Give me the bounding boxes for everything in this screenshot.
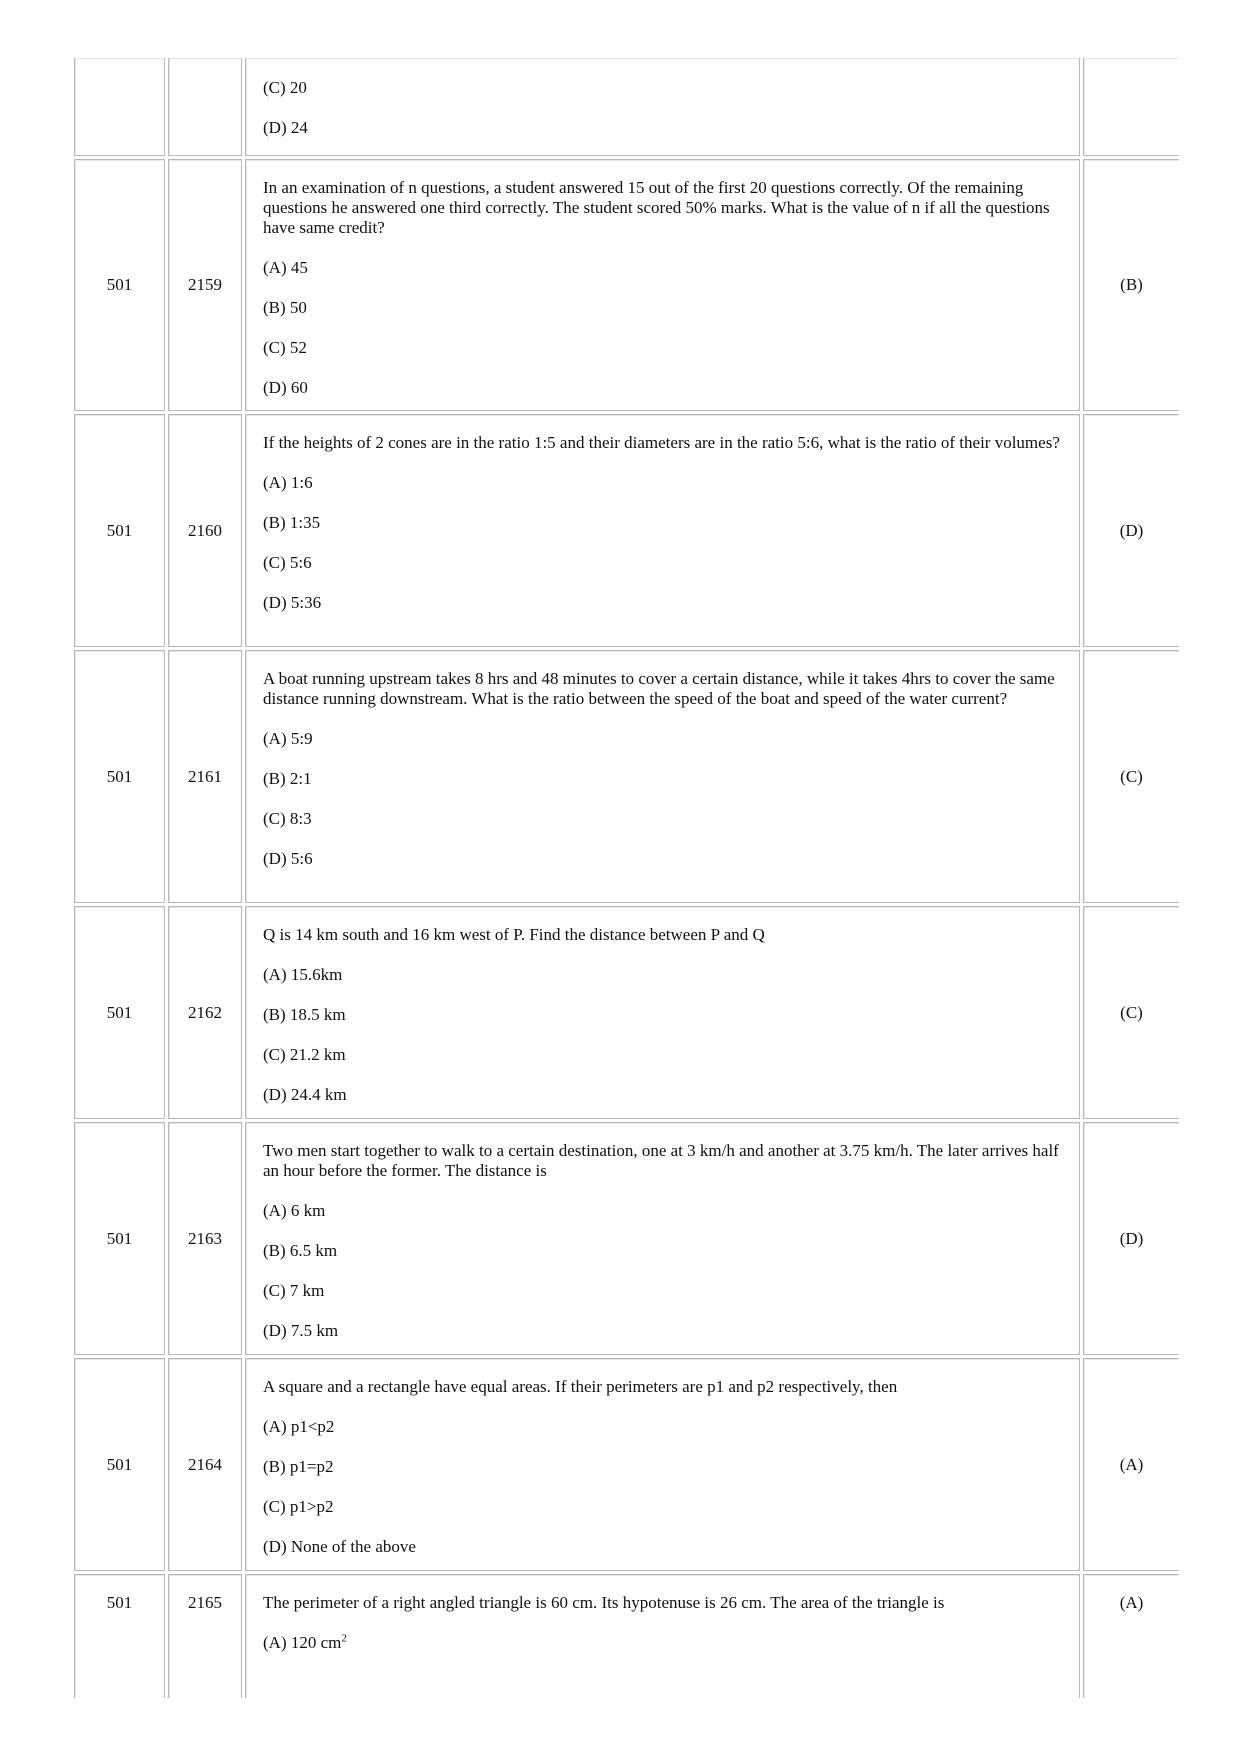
question-cell: [245, 1574, 1080, 1698]
qp-code-cell: 501: [74, 1122, 165, 1355]
question-text: A square and a rectangle have equal areas. If their perimeters are p1 and p2 respectively, then: [263, 1377, 898, 1396]
option-a: (A) p1<p2: [263, 1417, 335, 1436]
question-cell: [245, 1358, 1080, 1571]
qp-code-cell: 501: [74, 906, 165, 1119]
option-d: (D) 5:6: [263, 849, 313, 868]
answer-cell: (C): [1083, 650, 1179, 903]
answer-cell: [1083, 58, 1179, 156]
option-c: (C) 21.2 km: [263, 1045, 346, 1064]
option-c: (C) 7 km: [263, 1281, 325, 1300]
option-d: (D) None of the above: [263, 1537, 416, 1556]
option-a-superscript: 2: [341, 1632, 347, 1645]
option-d: (D) 5:36: [263, 593, 322, 612]
option-a: (A) 45: [263, 258, 308, 277]
option-d: (D) 7.5 km: [263, 1321, 339, 1340]
option-a: (A) 15.6km: [263, 965, 343, 984]
question-text: Two men start together to walk to a certain destination, one at 3 km/h and another at 3.75 km/h. The later arrives half an hour before the former. The distance is: [263, 1141, 1059, 1180]
question-cell: [245, 159, 1080, 411]
question-cell: [245, 58, 1080, 156]
option-b: (B) 2:1: [263, 769, 312, 788]
question-number-cell: [168, 58, 242, 156]
question-number-cell: 2165: [168, 1574, 242, 1698]
question-text: In an examination of n questions, a student answered 15 out of the first 20 questions correctly. Of the remaining questions he answered one third correctly. The student scored 50% marks. What is the value of n if all the questions have same credit?: [263, 178, 1050, 237]
option-c: (C) 52: [263, 338, 307, 357]
answer-cell: (D): [1083, 414, 1179, 647]
question-number-cell: 2161: [168, 650, 242, 903]
option-a: [263, 1633, 1064, 1653]
question-number-cell: 2163: [168, 1122, 242, 1355]
qp-code-cell: [74, 58, 165, 156]
answer-cell: (A): [1083, 1358, 1179, 1571]
table-row: [74, 650, 1179, 903]
question-cell: [245, 650, 1080, 903]
option-d: (D) 60: [263, 378, 308, 397]
answer-cell: (A): [1083, 1574, 1179, 1698]
table-row: [74, 414, 1179, 647]
answer-cell: (C): [1083, 906, 1179, 1119]
qp-code-cell: 501: [74, 1358, 165, 1571]
question-cell: [245, 906, 1080, 1119]
option-a: (A) 5:9: [263, 729, 313, 748]
option-d: (D) 24: [263, 118, 308, 137]
question-number-cell: 2159: [168, 159, 242, 411]
question-cell: [245, 414, 1080, 647]
question-table: [74, 58, 1179, 1698]
option-b: (B) 1:35: [263, 513, 321, 532]
option-c: (C) 20: [263, 78, 307, 97]
qp-code-cell: 501: [74, 1574, 165, 1698]
table-row-continued: [74, 58, 1179, 156]
option-b: (B) p1=p2: [263, 1457, 334, 1476]
question-number-cell: 2162: [168, 906, 242, 1119]
answer-cell: (D): [1083, 1122, 1179, 1355]
qp-code-cell: 501: [74, 650, 165, 903]
answer-cell: (B): [1083, 159, 1179, 411]
question-text: If the heights of 2 cones are in the ratio 1:5 and their diameters are in the ratio 5:6, what is the ratio of their volumes?: [263, 433, 1060, 452]
option-b: (B) 18.5 km: [263, 1005, 346, 1024]
table-row: [74, 1122, 1179, 1355]
option-b: (B) 6.5 km: [263, 1241, 338, 1260]
question-text: Q is 14 km south and 16 km west of P. Find the distance between P and Q: [263, 925, 765, 944]
table-row: [74, 1574, 1179, 1698]
question-cell: [245, 1122, 1080, 1355]
question-text: The perimeter of a right angled triangle is 60 cm. Its hypotenuse is 26 cm. The area of the triangle is: [263, 1593, 945, 1612]
table-row: [74, 906, 1179, 1119]
question-number-cell: 2164: [168, 1358, 242, 1571]
option-a-text: (A) 120 cm: [263, 1633, 342, 1652]
qp-code-cell: 501: [74, 414, 165, 647]
option-b: (B) 50: [263, 298, 307, 317]
option-d: (D) 24.4 km: [263, 1085, 347, 1104]
question-number-cell: 2160: [168, 414, 242, 647]
table-row: [74, 159, 1179, 411]
table-row: [74, 1358, 1179, 1571]
option-c: (C) 5:6: [263, 553, 312, 572]
question-text: A boat running upstream takes 8 hrs and 48 minutes to cover a certain distance, while it takes 4hrs to cover the same distance running downstream. What is the ratio between the speed of the boat and speed of the water current?: [263, 669, 1055, 708]
qp-code-cell: 501: [74, 159, 165, 411]
option-c: (C) 8:3: [263, 809, 312, 828]
option-a: (A) 1:6: [263, 473, 313, 492]
option-c: (C) p1>p2: [263, 1497, 334, 1516]
option-a: (A) 6 km: [263, 1201, 326, 1220]
